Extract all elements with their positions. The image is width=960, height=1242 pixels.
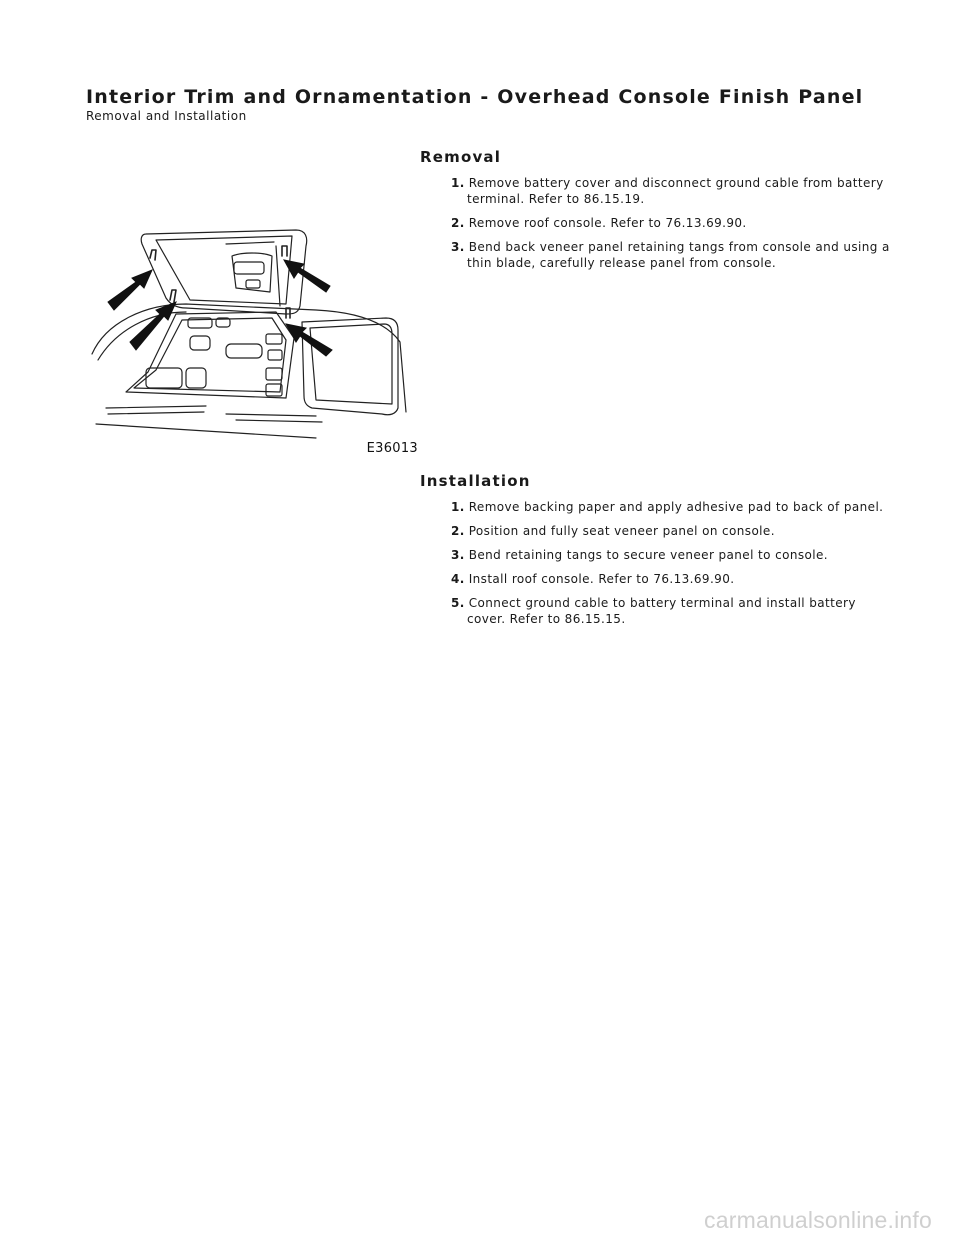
step-number: 3. — [451, 240, 465, 254]
removal-step — [451, 239, 891, 271]
step-number: 5. — [451, 596, 465, 610]
step-text: Remove battery cover and disconnect ground cable from battery terminal. Refer to 86.15.19. — [467, 176, 884, 206]
step-text: Remove backing paper and apply adhesive pad to back of panel. — [468, 500, 884, 514]
page-subtitle: Removal and Installation — [86, 109, 247, 123]
step-text: Remove roof console. Refer to 76.13.69.90. — [468, 216, 747, 230]
step-number: 1. — [451, 176, 465, 190]
installation-step — [451, 523, 891, 539]
watermark: carmanualsonline.info — [704, 1207, 932, 1233]
console-removal-figure — [86, 222, 422, 458]
step-text: Install roof console. Refer to 76.13.69.90. — [468, 572, 735, 586]
removal-steps — [451, 175, 891, 279]
removal-step — [451, 215, 891, 231]
step-text: Bend retaining tangs to secure veneer panel to console. — [468, 548, 828, 562]
page-title: Interior Trim and Ornamentation - Overhead Console Finish Panel — [86, 86, 864, 108]
installation-step — [451, 571, 891, 587]
installation-step — [451, 595, 891, 627]
installation-step — [451, 547, 891, 563]
console-illustration — [86, 222, 422, 458]
step-number: 2. — [451, 524, 465, 538]
step-number: 2. — [451, 216, 465, 230]
installation-steps — [451, 499, 891, 635]
step-number: 3. — [451, 548, 465, 562]
installation-heading: Installation — [420, 472, 531, 490]
step-number: 4. — [451, 572, 465, 586]
figure-label: E36013 — [366, 441, 418, 456]
step-number: 1. — [451, 500, 465, 514]
removal-heading: Removal — [420, 148, 502, 166]
step-text: Bend back veneer panel retaining tangs from console and using a thin blade, carefully release panel from console. — [467, 240, 890, 270]
step-text: Connect ground cable to battery terminal and install battery cover. Refer to 86.15.15. — [467, 596, 856, 626]
step-text: Position and fully seat veneer panel on console. — [468, 524, 775, 538]
installation-step — [451, 499, 891, 515]
removal-step — [451, 175, 891, 207]
